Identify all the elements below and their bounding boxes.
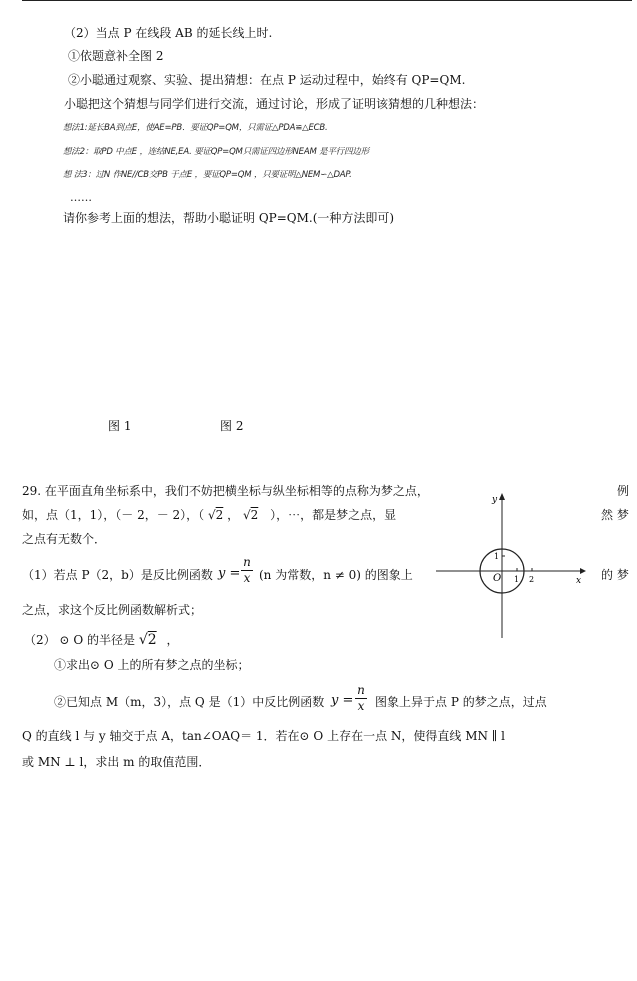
q29-line2-part-b: ），⋯，都是梦之点，显	[270, 508, 397, 522]
sqrt-symbol: √	[208, 508, 216, 522]
formula-y: y =	[218, 566, 241, 581]
part2-step2: ②小聪通过观察、实验、提出猜想：在点 P 运动过程中，始终有 QP=QM.	[68, 73, 466, 87]
sqrt-symbol: √	[138, 632, 148, 648]
q29-line1-tail: 例	[617, 484, 630, 498]
q29-line3: 之点有无数个．	[22, 532, 107, 546]
q29-part2-comma: ，	[166, 633, 179, 647]
sqrt-radicand-3: 2	[147, 632, 157, 648]
fraction-n-over-x	[241, 556, 253, 585]
sqrt-radicand-1: 2	[215, 508, 224, 522]
proof-request: 请你参考上面的想法，帮助小聪证明 QP=QM.(一种方法即可)	[63, 211, 395, 225]
x-axis-arrow	[580, 568, 586, 574]
sqrt-radicand-2: 2	[250, 508, 259, 522]
idea-3: 想 法3：过N 作NE//CB交PB 于点E ，要证QP=QM ，只要证明△NEM∽△DAP.	[63, 170, 352, 180]
q29-line2-comma: ，	[227, 508, 240, 522]
coordinate-graph	[430, 488, 590, 640]
x-axis-label: x	[576, 576, 582, 586]
q29-line2	[22, 508, 396, 522]
q29-part2-q2-d: 或 MN ⊥ l，求出 m 的取值范围．	[22, 755, 211, 769]
q29-part2-q1: ①求出⊙ O 上的所有梦之点的坐标；	[54, 658, 250, 672]
fraction-numerator: n	[243, 555, 251, 569]
y-axis-label: y	[492, 495, 498, 505]
q29-part2-q2-c: Q 的直线 l 与 y 轴交于点 A，tan∠OAQ＝ 1．若在⊙ O 上存在一点 N，使得直线 MN ∥ l	[22, 729, 506, 743]
tick-y1-label: 1	[494, 552, 500, 561]
tick-x2-label: 2	[529, 575, 535, 584]
fraction-denominator: x	[357, 699, 365, 713]
sqrt-symbol: √	[242, 508, 251, 522]
part2-heading: （2）当点 P 在线段 AB 的延长线上时.	[64, 26, 273, 40]
q29-part1-a: （1）若点 P（2，b）是反比例函数	[22, 568, 213, 582]
q29-part1-c: 之点，求这个反比例函数解析式；	[22, 603, 203, 617]
fraction-numerator: n	[357, 683, 365, 697]
part2-intro: 小聪把这个猜想与同学们进行交流，通过讨论，形成了证明该猜想的几种想法：	[64, 97, 485, 111]
fraction-n-over-x-2	[355, 684, 367, 713]
q29-line2-tail: 然 梦	[601, 508, 629, 522]
ellipsis: ……	[70, 191, 92, 204]
q29-line2-part-a: 如，点（1，1），（－ 2，－ 2），（	[22, 508, 205, 522]
origin-label: O	[493, 573, 502, 584]
tick-x1-label: 1	[514, 575, 520, 584]
fraction-denominator: x	[243, 571, 251, 585]
y-axis-arrow	[499, 493, 505, 500]
q29-line1: 29. 在平面直角坐标系中，我们不妨把横坐标与纵坐标相等的点称为梦之点，	[22, 484, 429, 498]
q29-part2-a	[24, 633, 179, 647]
figure-2-caption: 图 2	[220, 419, 244, 433]
page-top-rule	[22, 0, 632, 1]
q29-part1-tail: 的 梦	[601, 568, 629, 582]
formula-y-2: y =	[331, 693, 354, 708]
q29-part1-b: (n 为常数，n ≠ 0) 的图象上	[259, 568, 413, 582]
idea-2: 想法2：取PD 中点E ，连结NE,EA. 要证QP=QM只需证四边形NEAM 是平行四边形	[63, 147, 369, 157]
q29-part2-q2-b: 图象上异于点 P 的梦之点，过点	[375, 695, 547, 709]
q29-part2-text: （2） ⊙ O 的半径是	[24, 633, 135, 647]
q29-part2-q2-a: ②已知点 M（m，3），点 Q 是（1）中反比例函数	[54, 695, 325, 709]
part2-step1: ①依题意补全图 2	[68, 49, 164, 63]
idea-1: 想法1:延长BA到点E，使AE=PB．要证QP=QM，只需证△PDA≌△ECB.	[63, 123, 328, 133]
figure-1-caption: 图 1	[108, 419, 132, 433]
